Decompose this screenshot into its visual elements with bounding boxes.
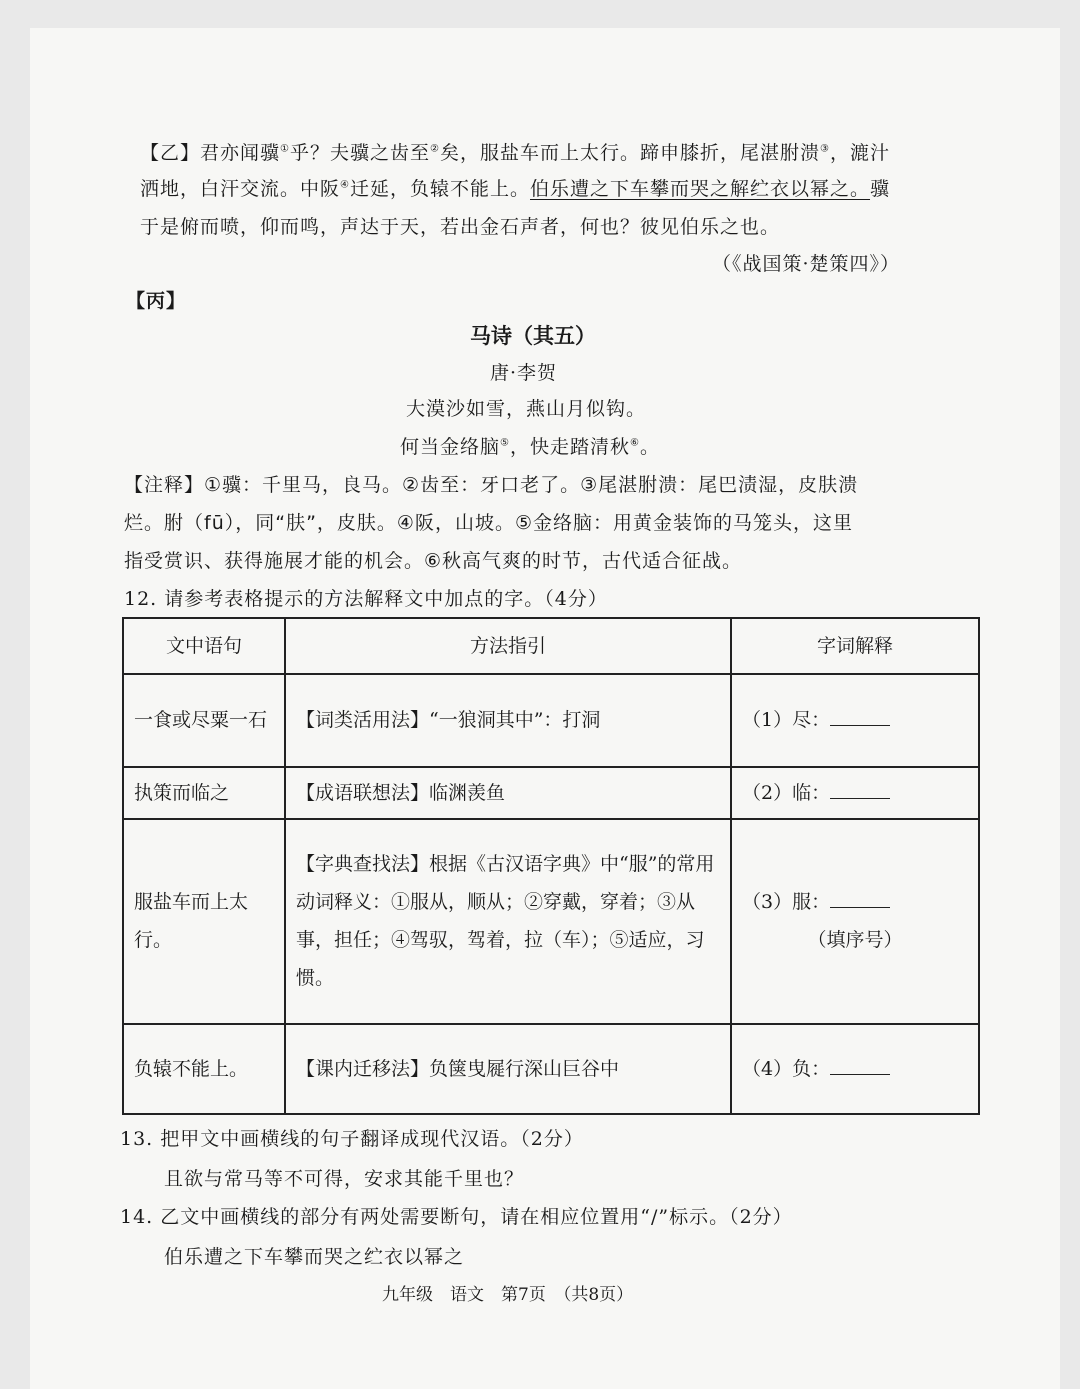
method-cell: 【课内迁移法】负箧曳屣行深山巨谷中 (285, 1024, 731, 1114)
answer-blank (830, 1060, 890, 1075)
q13-prompt: 13. 把甲文中画横线的句子翻译成现代汉语。（2分） (120, 1128, 584, 1150)
table-row (123, 1024, 979, 1114)
method-cell: 【词类活用法】“一狼洞其中”：打洞 (285, 674, 731, 766)
answer-cell[interactable]: （3）服： （填序号） (731, 819, 979, 1024)
poem-line-2: 何当金络脑⑤，快走踏清秋⑥。 (400, 436, 660, 458)
notes-line-2: 烂。胕（fū），同“肤”，皮肤。④阪，山坡。⑤金络脑：用黄金装饰的马笼头，这里 (124, 512, 853, 534)
passage-yi-line-1: 【乙】君亦闻骥①乎？夫骥之齿至②矣，服盐车而上太行。蹄申膝折，尾湛胕溃③，漉汁 (140, 142, 890, 164)
table-row (123, 819, 979, 1024)
table-header: 字词解释 (731, 618, 979, 674)
answer-blank (830, 784, 890, 799)
poem-title: 马诗（其五） (470, 323, 596, 348)
exam-page (30, 28, 1060, 1389)
notes-line-3: 指受赏识、获得施展才能的机会。⑥秋高气爽的时节，古代适合征战。 (124, 550, 743, 572)
answer-cell[interactable]: （2）临： (731, 767, 979, 819)
poem-line-1: 大漠沙如雪，燕山月似钩。 (406, 398, 647, 420)
answer-cell[interactable]: （1）尽： (731, 674, 979, 766)
passage-bing-label: 【丙】 (126, 290, 187, 312)
answer-note: （填序号） (807, 929, 903, 952)
table-header-row (123, 618, 979, 674)
answer-blank (830, 711, 890, 726)
table-header: 方法指引 (285, 618, 731, 674)
notes-line-1: 【注释】①骥：千里马，良马。②齿至：牙口老了。③尾湛胕溃：尾巴渍湿，皮肤溃 (124, 474, 859, 496)
q14-sentence[interactable]: 伯乐遭之下车攀而哭之纻衣以幂之 (164, 1246, 465, 1268)
q12-prompt: 12. 请参考表格提示的方法解释文中加点的字。（4分） (124, 588, 608, 610)
sentence-cell: 执策而临之 (123, 767, 285, 819)
sentence-cell: 负辕不能上。 (123, 1024, 285, 1114)
page-footer: 九年级 语文 第7页 （共8页） (382, 1285, 634, 1305)
q13-sentence: 且欲与常马等不可得，安求其能千里也？ (164, 1168, 525, 1190)
poem-author: 唐·李贺 (490, 362, 558, 384)
passage-yi-line-2: 洒地，白汗交流。中阪④迁延，负辕不能上。伯乐遭之下车攀而哭之解纻衣以幂之。骥 (140, 178, 891, 200)
underlined-sentence: 伯乐遭之下车攀而哭之解纻衣以幂之。 (530, 178, 871, 200)
passage-yi-source: （《战国策·楚策四》） (712, 253, 901, 275)
q14-prompt: 14. 乙文中画横线的部分有两处需要断句，请在相应位置用“/”标示。（2分） (120, 1206, 793, 1228)
method-cell: 【成语联想法】临渊羡鱼 (285, 767, 731, 819)
table-row (123, 767, 979, 819)
method-table (122, 617, 980, 1115)
answer-cell[interactable]: （4）负： (731, 1024, 979, 1114)
answer-blank (830, 893, 890, 908)
sentence-cell: 一食或尽粟一石 (123, 674, 285, 766)
table-header: 文中语句 (123, 618, 285, 674)
table-row (123, 674, 979, 766)
method-cell: 【字典查找法】根据《古汉语字典》中“服”的常用动词释义：①服从，顺从；②穿戴，穿着；③从事，担任；④驾驭，驾着，拉（车）；⑤适应，习惯。 (285, 819, 731, 1024)
passage-yi-line-3: 于是俯而喷，仰而鸣，声达于天，若出金石声者，何也？彼见伯乐之也。 (140, 216, 781, 238)
sentence-cell: 服盐车而上太行。 (123, 819, 285, 1024)
